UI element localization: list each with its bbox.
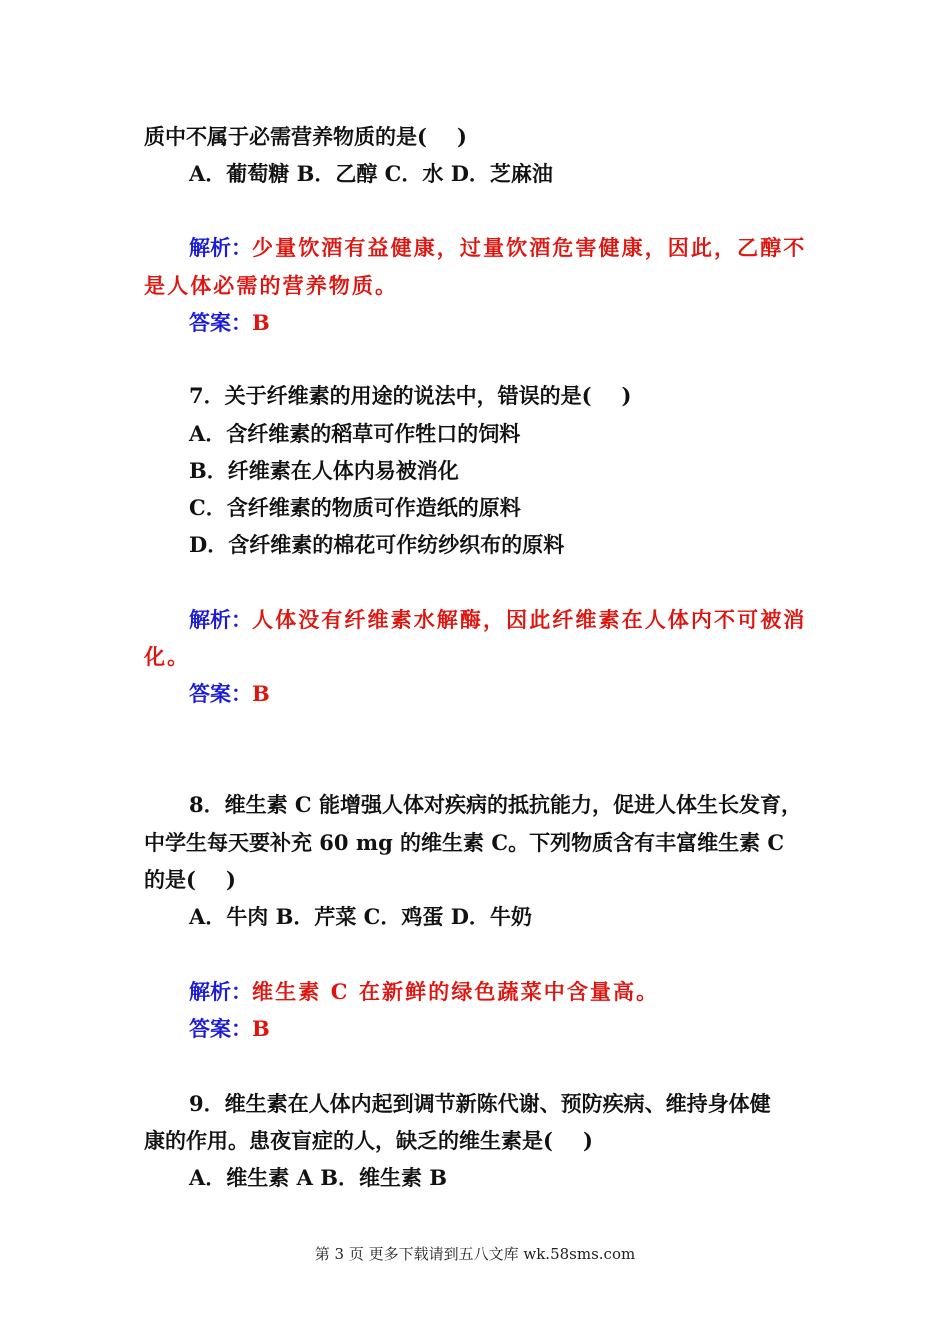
analysis-text: 少量饮酒有益健康，过量饮酒危害健康，因此，乙醇不 (252, 235, 807, 260)
q6-analysis (189, 233, 814, 263)
q8-stem-1: 8．维生素 C 能增强人体对疾病的抵抗能力，促进人体生长发育， (189, 792, 802, 817)
q6-answer (189, 308, 814, 338)
q9-options: A．维生素 A B．维生素 B (189, 1165, 448, 1190)
q9-stem-1: 9．维生素在人体内起到调节新陈代谢、预防疾病、维持身体健 (189, 1091, 771, 1116)
q7-option-d: D．含纤维素的棉花可作纺纱织布的原料 (189, 532, 565, 557)
q9-stem-2: 康的作用。患夜盲症的人，缺乏的维生素是( ) (144, 1128, 593, 1153)
q6-stem-tail: 质中不属于必需营养物质的是( ) (144, 124, 467, 149)
q8-answer (189, 1014, 814, 1044)
analysis-label: 解析： (189, 235, 252, 260)
q7-option-c: C．含纤维素的物质可作造纸的原料 (189, 495, 521, 520)
answer-value: B (252, 310, 270, 335)
page-footer: 第 3 页 更多下载请到五八文库 wk.58sms.com (314, 1245, 636, 1263)
q8-options: A．牛肉 B．芹菜 C．鸡蛋 D．牛奶 (189, 904, 532, 929)
q7-answer (189, 679, 814, 709)
answer-label: 答案： (189, 681, 252, 706)
q7-option-b: B．纤维素在人体内易被消化 (189, 458, 459, 483)
analysis-label: 解析： (189, 979, 252, 1004)
q6-analysis-cont: 是人体必需的营养物质。 (144, 273, 399, 298)
answer-value: B (252, 681, 270, 706)
q8-analysis (189, 977, 814, 1007)
q7-analysis (189, 605, 814, 635)
answer-label: 答案： (189, 310, 252, 335)
answer-label: 答案： (189, 1016, 252, 1041)
q8-stem-2: 中学生每天要补充 60 mg 的维生素 C。下列物质含有丰富维生素 C (144, 830, 785, 855)
q7-stem: 7．关于纤维素的用途的说法中，错误的是( ) (189, 383, 632, 408)
analysis-label: 解析： (189, 607, 252, 632)
q8-stem-3: 的是( ) (144, 867, 236, 892)
analysis-text: 人体没有纤维素水解酶，因此纤维素在人体内不可被消 (252, 607, 807, 632)
q7-option-a: A．含纤维素的稻草可作牲口的饲料 (189, 421, 521, 446)
q6-options: A．葡萄糖 B．乙醇 C．水 D．芝麻油 (189, 161, 553, 186)
analysis-text: 维生素 C 在新鲜的绿色蔬菜中含量高。 (252, 979, 660, 1004)
q7-analysis-cont: 化。 (144, 644, 191, 669)
answer-value: B (252, 1016, 270, 1041)
